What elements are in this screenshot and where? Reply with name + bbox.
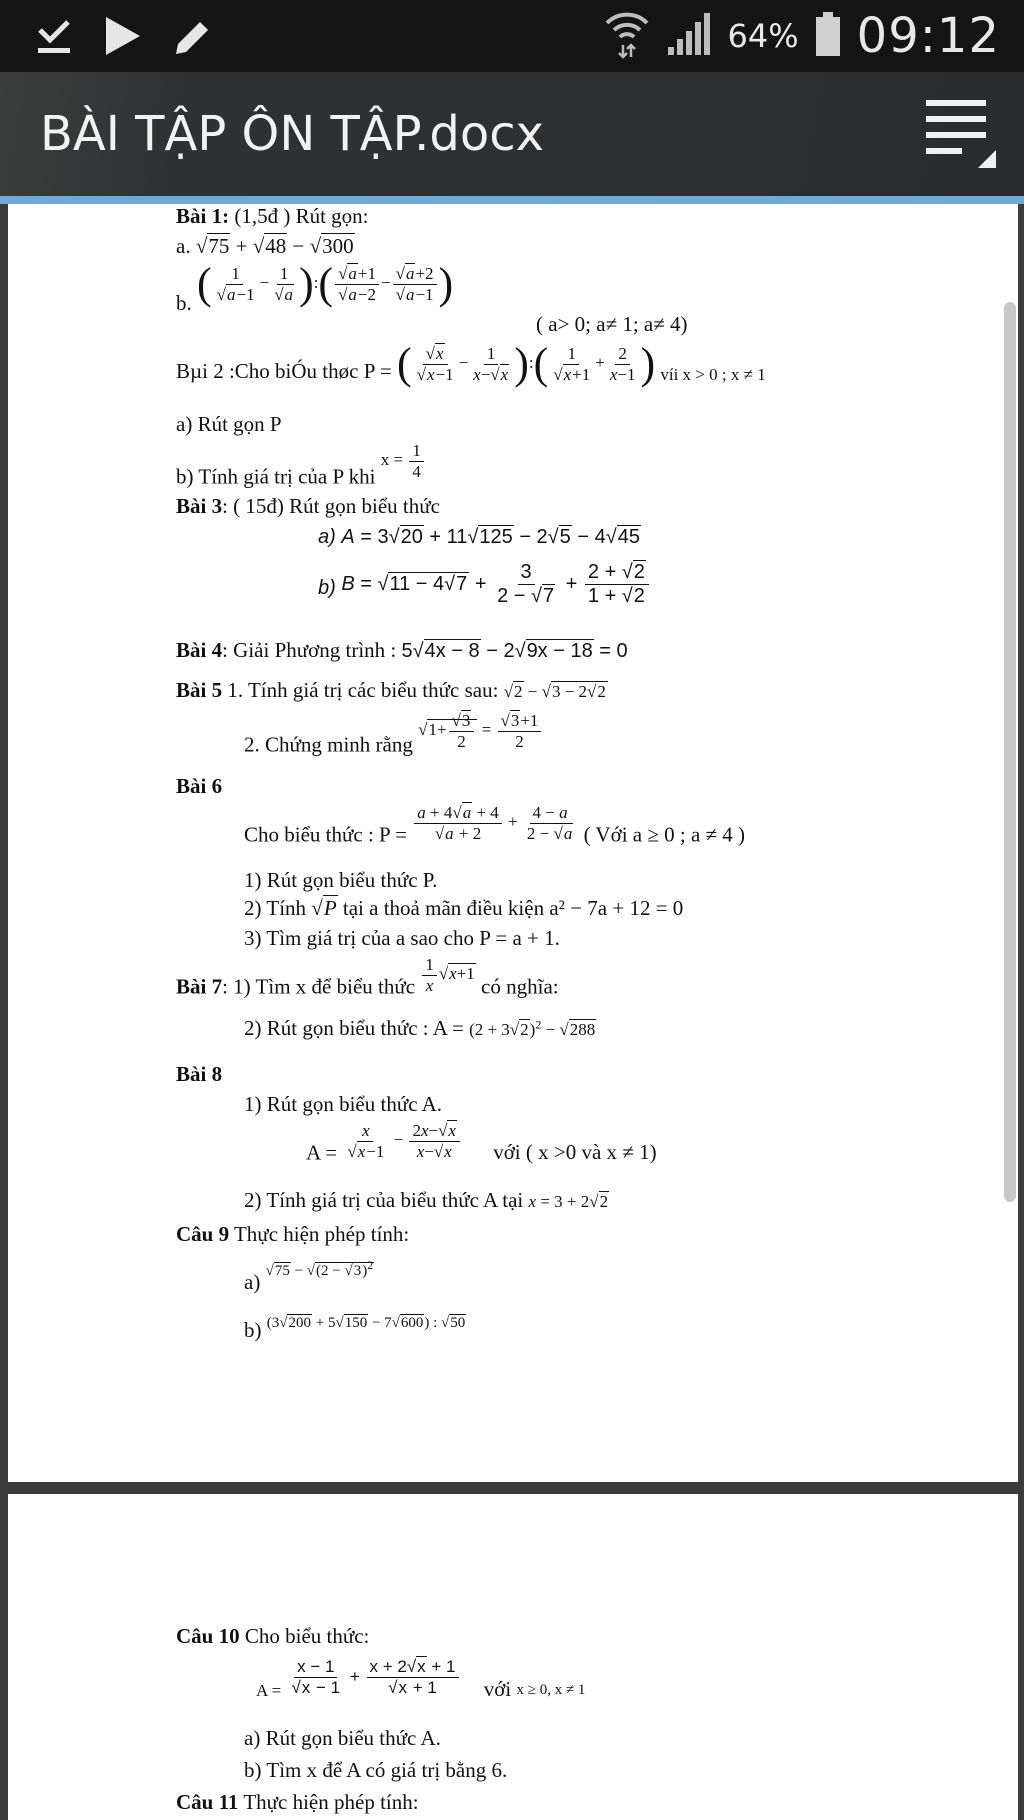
wifi-icon <box>604 9 650 63</box>
document-title: BÀI TẬP ÔN TẬP.docx <box>40 106 544 162</box>
bai2-heading: Bµi 2 :Cho biÓu thøc P = ( $\frac{√x}{√x-1}$ − $\frac{1}{x-√x}$ ):( $\frac{1}{√x+1}$ + $\frac{2}{x-1}$ ) $_{víi x > 0 ; x \ne 1}$ <box>176 339 766 388</box>
cau9-heading: Câu 9 Thực hiện phép tính: <box>176 1222 410 1246</box>
edit-icon <box>170 14 214 62</box>
document-page-2 <box>8 1494 1018 1820</box>
bai6-intro: Cho biểu thức : P = $\frac{a + 4√a + 4}{√a + 2}$ + $\frac{4 - a}{2 - √a}$ ( Với a ≥ 0 ; a ≠ 4 ) <box>244 803 746 847</box>
bai6-item2: 2) Tính √P tại a thoả mãn điều kiện a² − 7a + 12 = 0 <box>244 896 684 920</box>
bai1-a: a. √75 + √48 − √300 <box>176 234 354 258</box>
bai6-heading: Bài 6 <box>176 774 223 798</box>
cau10-formula: $_{A =}$ $\frac{x - 1}{√x - 1}$ + $\frac{x + 2√x + 1}{√x + 1}$ với $_{x \ge 0, x \ne 1}$ <box>256 1657 586 1701</box>
bai4: Bài 4: Giải Phương trình : 5√4x − 8 − 2√9x − 18 = 0 <box>176 638 628 662</box>
bai3-a: a) A = 3√20 + 11√125 − 2√5 − 4√45 <box>318 526 640 548</box>
app-bar <box>0 72 1024 196</box>
bai8-heading: Bài 8 <box>176 1062 223 1086</box>
download-done-icon <box>34 16 74 60</box>
bai8-item2: 2) Tính giá trị của biểu thức A tại x = 3 + 2√2 <box>244 1188 609 1212</box>
cau9-b: b) (3√200 + 5√150 − 7√600) : √50 <box>244 1315 466 1342</box>
bai7-item2: 2) Rút gọn biểu thức : $A = (2 + 3√2)^2 - √288$ <box>244 1016 596 1040</box>
cau9-a: a) $√75 - √(2 - √3)^2$ <box>244 1258 374 1294</box>
scrollbar[interactable] <box>1004 302 1016 1202</box>
cau10-item-a: a) Rút gọn biểu thức A. <box>244 1726 441 1750</box>
bai1-heading: Bài 1: (1,5đ ) Rút gọn: <box>176 204 369 228</box>
bai1-b: b. ( $\frac{1}{√a-1}$ − $\frac{1}{√a}$ ):( $\frac{√a+1}{√a-2}$ − $\frac{√a+2}{√a-1}$ ) <box>176 259 454 315</box>
play-store-icon <box>100 14 144 62</box>
battery-percent: 64% <box>727 17 799 55</box>
bai2-b: b) Tính giá trị của P khi x = $\frac{1}{4}$ <box>176 442 426 489</box>
bai6-item3: 3) Tìm giá trị của a sao cho P = a + 1. <box>244 926 560 950</box>
signal-icon <box>666 11 712 61</box>
overflow-menu-button[interactable] <box>924 98 1000 174</box>
menu-icon <box>924 98 1000 174</box>
bai8-item1: 1) Rút gọn biểu thức A. <box>244 1092 443 1116</box>
cau10-item-b: b) Tìm x để A có giá trị bằng 6. <box>244 1758 508 1782</box>
battery-icon <box>815 11 841 61</box>
bai8-formula: A = $\frac{x}{√x-1}$ − $\frac{2x-√x}{x-√x}$ với ( x >0 và x ≠ 1) <box>306 1121 657 1165</box>
bai2-a: a) Rút gọn P <box>176 412 282 436</box>
cau11-heading: Câu 11 Thực hiện phép tính: <box>176 1790 419 1814</box>
notification-icons <box>34 14 214 62</box>
status-bar <box>0 0 1024 72</box>
bai7-item1: Bài 7: 1) Tìm x để biểu thức $\frac{1}{x}$ √x+1 có nghĩa: <box>176 955 559 999</box>
clock: 09:12 <box>856 8 1000 64</box>
bai6-item1: 1) Rút gọn biểu thức P. <box>244 868 438 892</box>
bai1-condition: ( a> 0; a≠ 1; a≠ 4) <box>536 312 688 336</box>
bai5-item2: 2. Chứng minh rằng √1+ $\frac{√3}{2}$ = $\frac{√3+1}{2}$ <box>244 712 543 757</box>
cau10-heading: Câu 10 Cho biểu thức: <box>176 1624 370 1648</box>
appbar-divider <box>0 196 1024 204</box>
document-page-1 <box>8 204 1018 1482</box>
document-viewer[interactable] <box>0 204 1024 1820</box>
bai3-heading: Bài 3: ( 15đ) Rút gọn biểu thức <box>176 494 440 518</box>
bai3-b: b) B = √11 − 4√7 + $\frac{3}{2 - √7}$ + $\frac{2 + √2}{1 + √2}$ <box>318 562 651 607</box>
bai5-item1: Bài 5 1. Tính giá trị các biểu thức sau: √2 − √3 − 2√2 <box>176 678 606 702</box>
